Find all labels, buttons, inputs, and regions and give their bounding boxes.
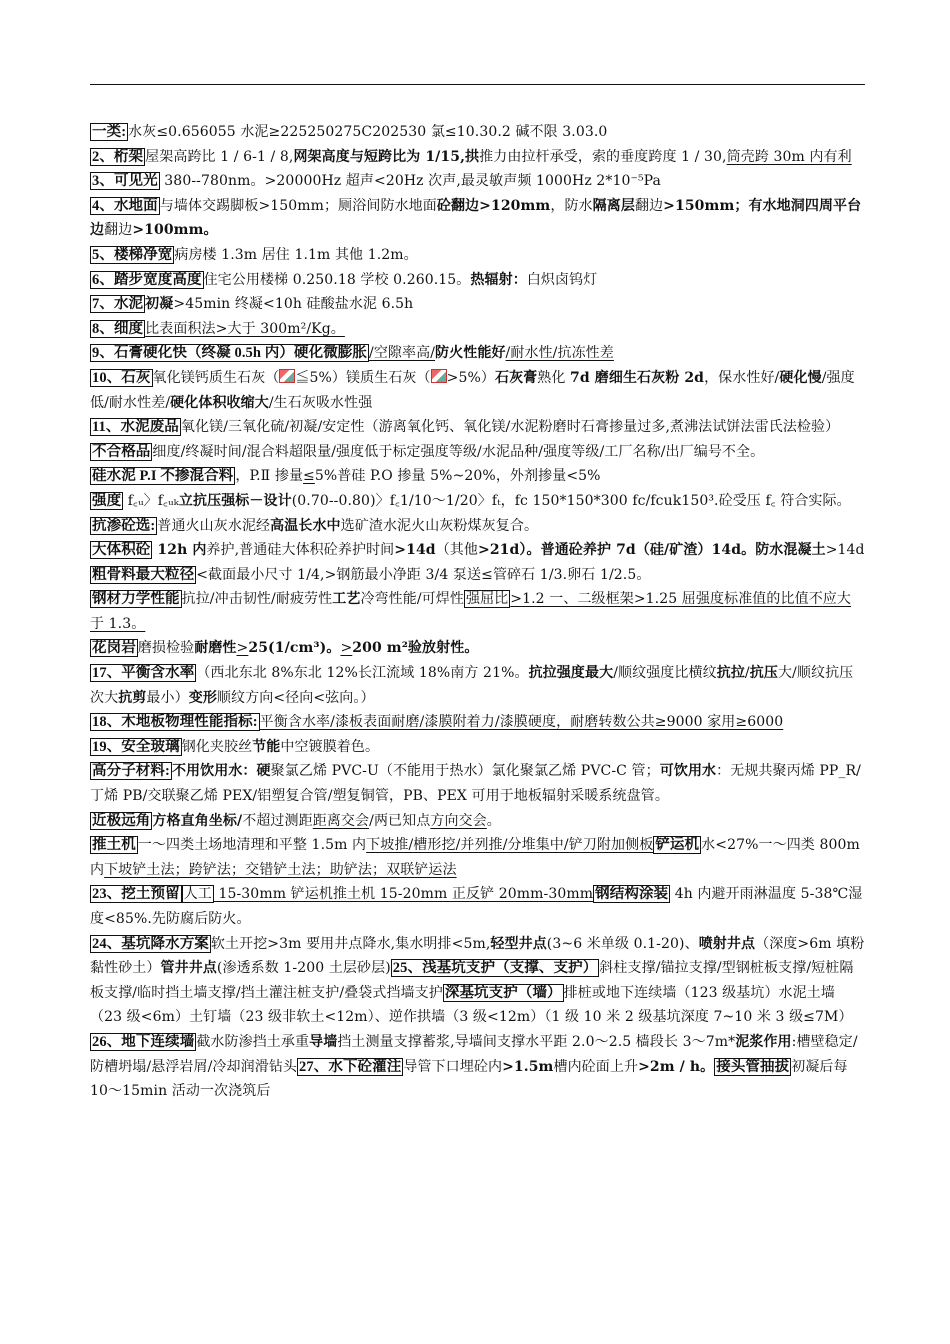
text-run: ，防水 (550, 197, 593, 214)
text-run: /顺纹强度比横纹 (613, 665, 717, 682)
text-run: 砼翻边>120mm (436, 197, 551, 214)
text-run: > (236, 640, 249, 657)
text-run: >150mm；有水地洞四周平台边 (90, 197, 862, 239)
section-heading: 8、细度 (92, 320, 144, 337)
text-run: / (744, 665, 750, 682)
text-run: 硬化慢 (779, 369, 822, 386)
text-run: >21d）。普通砼养护 7d（硅/矿渣）14d。防水混凝土 (478, 542, 826, 559)
text-run: 一～四类土场地清理和平整 1.5m 内 (137, 837, 367, 854)
text-run: 氧化镁/三氧化硫/初凝/安定性（游离氧化钙、氧化镁/水泥粉磨时石膏掺量过多,煮沸法试饼法雷氏法检验） (180, 419, 840, 436)
paragraph (90, 169, 865, 194)
text-run: 大/顺纹抗压次大 (90, 665, 854, 706)
paragraph (90, 194, 865, 243)
text-run: 4h 内避开雨淋温度 5-38℃湿度<85%.先防腐后防火。 (90, 886, 863, 927)
text-run: 顺纹方向<径向<弦向。） (216, 689, 375, 706)
text-run: 钢化夹胶丝 (181, 738, 253, 755)
text-run: 节能 (252, 738, 281, 755)
text-run: 热辐射： (470, 271, 527, 288)
text-run: 普通火山灰水泥经 (157, 517, 271, 534)
text-run: 200 m²验放射性。 (352, 640, 479, 657)
section-heading: 7、水泥 (92, 296, 144, 313)
text-run: >45min 终凝<10h 硅酸盐水泥 6.5h (173, 296, 414, 313)
document-body (90, 120, 865, 1104)
text-run: 水灰≤0.656055 水泥≥225250275C202530 氯≤10.30.2 碱不限 3.03.0 (128, 124, 608, 140)
text-run: 12h 内 (152, 542, 207, 559)
section-heading: 深基坑支护（墙） (444, 984, 562, 1001)
text-run: 导墙 (309, 1033, 338, 1050)
paragraph (90, 243, 865, 268)
text-run: 最小） (146, 689, 189, 706)
text-run: 喷射井点 (698, 935, 756, 952)
section-heading: 17、平衡含水率 (92, 665, 195, 682)
text-run: 屋架高跨比 1 / 6-1 / 8, (145, 148, 294, 165)
section-heading: 一类: (92, 124, 127, 140)
text-run: 槽内砼面上升 (553, 1058, 639, 1075)
section-heading: 钢结构涂装 (595, 886, 669, 903)
text-run: >1.2 一、二级框架>1.25 屈强度标准值的比值不应大于 1.3。 (90, 591, 851, 632)
text-run: （西北东北 8%东北 12%长江流域 18%南方 21%。 (196, 665, 529, 682)
text-run: ，保水性好/ (704, 369, 780, 386)
text-run: 可饮用水 (659, 763, 717, 780)
text-run: 抗拉/冲击韧性/耐疲劳性 (181, 591, 333, 608)
text-run: >2m / h。 (638, 1058, 715, 1075)
paragraph (90, 809, 865, 834)
text-run: 平衡含水率/漆板表面耐磨/漆膜附着力/漆膜硬度，耐磨转数公共≥9000 家用≥6000 (259, 714, 784, 731)
paragraph (90, 636, 865, 661)
text-run: 立抗压强标－设计 (178, 492, 292, 509)
text-run: ≦5%）镁质生石灰（ (295, 369, 431, 386)
text-run: 住宅公用楼梯 0.250.18 学校 0.260.15。 (203, 271, 471, 288)
text-run: 磨损检验 (137, 640, 195, 657)
text-run: >14d (394, 542, 436, 559)
paragraph (90, 882, 865, 931)
section-heading: 18、木地板物理性能指标: (92, 714, 258, 731)
text-run: 抗拉强度最大 (528, 665, 614, 682)
text-run: 比表面积法>大于 300m²/Kg。 (145, 320, 345, 337)
text-run: 。 (486, 812, 501, 829)
text-run: 抗拉 (716, 665, 745, 682)
paragraph (90, 759, 865, 808)
text-run: 排桩或地下连续墙（123 级基坑）水泥土墙（23 级<6m）土钉墙（23 级非软土<12m）、逆作拱墙（3 级<12m）（1 级 10 米 2 级基坑深度 7~10 米 3 级≤7M） (90, 984, 853, 1026)
section-heading: 3、可见光 (92, 173, 158, 190)
formula-image-icon (431, 369, 447, 383)
text-run: 推力由拉杆承受，索的垂度跨度 1 / 30, (479, 148, 727, 165)
text-run: （深度>6m 填粉黏性砂土） (90, 935, 865, 977)
text-run: 聚氯乙烯 PVC-U（不能用于热水）氯化聚氯乙烯 PVC-C 管； (270, 763, 660, 780)
paragraph (90, 292, 865, 317)
text-run: 翻边 (104, 222, 133, 239)
text-run: 翻边 (634, 197, 664, 214)
section-heading: 粗骨料最大粒径 (92, 566, 195, 583)
paragraph (90, 366, 865, 415)
text-run: 变形 (188, 689, 217, 706)
text-run: ，P.Ⅱ 掺量 (235, 468, 304, 485)
section-heading: 27、水下砼灌注 (299, 1058, 402, 1075)
section-heading: 26、地下连续墙 (92, 1033, 195, 1050)
text-run: 管井井点 (160, 960, 217, 977)
text-run: 不超过测距 (242, 812, 313, 829)
section-heading: 25、浅基坑支护（支撑、支护） (392, 960, 598, 977)
text-run: 强屈比 (465, 591, 509, 608)
text-run: <截面最小尺寸 1/4,>钢筋最小净距 3/4 泵送≤管碎石 1/3.卵石 1/2.5。 (196, 566, 651, 583)
text-run: f꜀ᵤ〉f꜀ᵤₖ (123, 492, 179, 509)
section-heading: 9、石膏硬化快（终凝 0.5h 内）硬化微膨胀 (92, 345, 367, 362)
text-run: 细度/终凝时间/混合料超限量/强度低于标定强度等级/水泥品种/强度等级/工厂名称/出厂编号不全。 (152, 443, 765, 460)
section-heading: 高分子材料: (92, 763, 170, 780)
paragraph (90, 145, 865, 170)
section-heading: 23、挖土预留 (92, 886, 180, 903)
text-run: 软土开挖>3m 要用井点降水,集水明排<5m, (210, 935, 491, 952)
section-heading: 2、桁架 (92, 148, 144, 165)
section-heading: 24、基坑降水方案 (92, 935, 209, 952)
text-run: 5%普硅 P.O 掺量 5%~20%，外剂掺量<5% (314, 468, 601, 485)
text-run: 熟化 (537, 369, 571, 386)
text-run: /强度低/耐水性差/ (90, 369, 855, 411)
text-run: /耐水性/抗冻性差 (505, 345, 614, 362)
text-run: 导管下口埋砼内 (403, 1058, 503, 1075)
text-run: 截水防渗挡土承重 (196, 1033, 310, 1050)
paragraph (90, 563, 865, 588)
section-heading: 接头管抽拔 (716, 1058, 790, 1075)
text-run: > (340, 640, 353, 657)
text-run: 筒壳跨 30m 内有利 (726, 148, 852, 165)
text-run: (渗透系数 1-200 土层砂层) (216, 960, 391, 977)
section-heading: 钢材力学性能 (92, 591, 180, 608)
text-run: 氧化镁钙质生石灰（ (152, 369, 280, 386)
section-heading: 19、安全玻璃 (92, 738, 180, 755)
text-run: 抗压 (749, 665, 778, 682)
paragraph (90, 317, 865, 342)
text-run: (3~6 米单级 0.1-20)、 (546, 935, 699, 952)
text-run: 与墙体交踢脚板>150mm；厕浴间防水地面 (159, 197, 437, 214)
text-run: /生石灰吸水性强 (268, 394, 373, 411)
text-run: （其他 (435, 542, 478, 559)
paragraph (90, 341, 865, 366)
text-run: >100mm。 (132, 222, 218, 239)
text-run: 泥浆作用 (735, 1033, 792, 1050)
section-heading: 10、石灰 (92, 369, 151, 386)
text-run: 水<27%一～四类 800m 内 (90, 837, 860, 878)
paragraph (90, 440, 865, 465)
section-heading: 5、楼梯净宽 (92, 246, 173, 263)
text-run: 选矿渣水泥火山灰粉煤灰复合。 (340, 517, 539, 534)
text-run: 白炽卤钨灯 (526, 271, 598, 288)
text-run: >1.5m (502, 1058, 554, 1075)
text-run: 斜柱支撑/锚拉支撑/型钢桩板支撑/短桩隔板支撑/临时挡土墙支撑/挡土灌注桩支护/叠袋式挡墙支护 (90, 960, 854, 1001)
text-run: (0.70--0.80)〉f꜀1/10～1/20〉fₜ，fc 150*150*300 fc/fcuk150³.砼受压 f꜀ 符合实际。 (291, 492, 851, 509)
text-run: 轻型井点 (490, 935, 547, 952)
text-run: 不用饮用水：硬 (171, 763, 271, 780)
paragraph (90, 538, 865, 563)
text-run: ：无规共聚丙烯 PP_R/丁烯 PB/交联聚乙烯 PEX/铝塑复合管/塑复铜管，PB、PEX 可用于地板辐射采暖系统盘管。 (90, 763, 862, 805)
text-run: 距离交会 (312, 812, 370, 829)
paragraph (90, 587, 865, 636)
section-heading: 铲运机 (655, 837, 700, 854)
text-run: 初凝 (145, 296, 174, 313)
text-run: 硬化体积收缩大 (170, 394, 269, 411)
paragraph (90, 735, 865, 760)
text-run: /两已知点 (369, 812, 431, 829)
section-heading: 不合格品 (92, 443, 151, 460)
text-run: 中空镀膜着色。 (280, 738, 380, 755)
text-run: 工艺 (332, 591, 361, 608)
section-heading: 硅水泥 P.I 不掺混合料 (92, 468, 234, 485)
paragraph (90, 489, 865, 514)
paragraph (90, 120, 865, 145)
section-heading: 推土机 (92, 837, 136, 854)
text-run: 380--780nm。>20000Hz 超声<20Hz 次声,最灵敏声频 1000Hz 2*10⁻⁵Pa (159, 173, 662, 190)
text-run: :槽壁稳定/防槽坍塌/悬浮岩屑/冷却润滑钻头 (90, 1033, 858, 1075)
text-run: 高温长水中 (270, 517, 341, 534)
section-heading: 大体积砼 (92, 542, 151, 559)
text-run: 方向交会 (430, 812, 487, 829)
formula-image-icon (279, 369, 295, 383)
paragraph (90, 932, 865, 1104)
text-run: 冷弯性能/可焊性 (360, 591, 464, 608)
text-run: ≤ (303, 468, 315, 485)
header-rule (90, 84, 865, 85)
paragraph (90, 268, 865, 293)
text-run: 挡土测量支撑蓄浆,导墙间支撑水平距 2.0～2.5 樯段长 3～7m* (337, 1033, 736, 1050)
section-heading: 强度 (92, 492, 122, 509)
text-run: >14d (825, 542, 865, 559)
text-run: /空隙率高/ (369, 345, 436, 362)
text-run: 25(1/cm³)。 (248, 640, 341, 657)
text-run: 养护,普通硅大体积砼养护时间 (206, 542, 395, 559)
paragraph (90, 833, 865, 882)
section-heading: 近极远角 (92, 812, 151, 829)
section-heading: 11、水泥废品 (92, 419, 179, 436)
paragraph (90, 514, 865, 539)
text-run: 方格直角坐标/ (152, 812, 243, 829)
paragraph (90, 464, 865, 489)
text-run: 耐磨性 (194, 640, 237, 657)
text-run: 下坡铲土法；跨铲法；交错铲土法；助铲法；双联铲运法 (104, 861, 457, 878)
section-heading: 抗渗砼选: (92, 517, 156, 534)
section-heading: 6、踏步宽度高度 (92, 271, 202, 288)
text-run: >5%） (446, 369, 495, 386)
text-run: 下坡推/槽形挖/并列推/分堆集中/铲刀附加侧板 (366, 837, 654, 854)
text-run: 15-30mm 铲运机推土机 15-20mm 正反铲 20mm-30mm (213, 886, 594, 903)
text-run: 隔离层 (592, 197, 635, 214)
paragraph (90, 415, 865, 440)
text-run: 网架高度与短跨比为 1/15,拱 (293, 148, 480, 165)
text-run: 抗剪 (118, 689, 147, 706)
text-run: 病房楼 1.3m 居住 1.1m 其他 1.2m。 (174, 246, 418, 263)
paragraph (90, 661, 865, 710)
section-heading: 花岗岩 (92, 640, 136, 657)
text-run: 石灰膏 (494, 369, 538, 386)
text-run: 人工 (183, 886, 212, 903)
text-run: 初凝后每 10～15min 活动一次浇筑后 (90, 1058, 848, 1100)
section-heading: 4、水地面 (92, 197, 158, 214)
text-run: 防火性能好 (435, 345, 506, 362)
paragraph (90, 710, 865, 735)
text-run: 7d 磨细生石灰粉 2d (570, 369, 705, 386)
